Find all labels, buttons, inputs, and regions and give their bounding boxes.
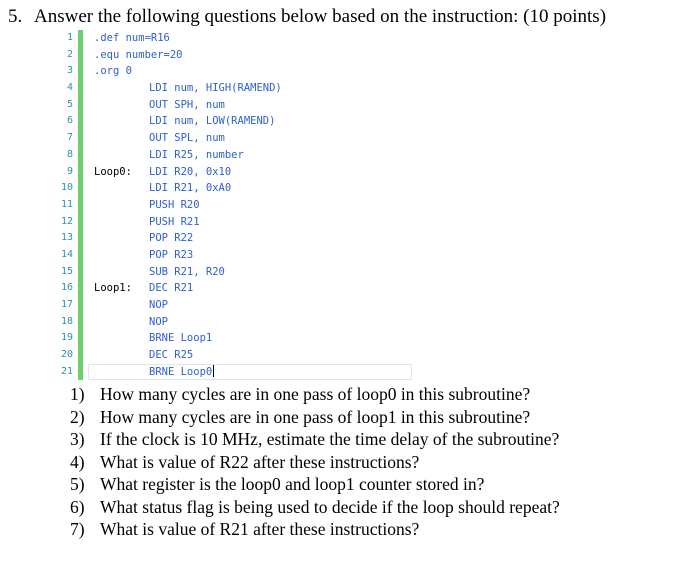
question-item: [70, 428, 560, 451]
instruction-text: OUT SPL, num: [149, 132, 225, 145]
question-text: What is value of R21 after these instructions?: [100, 519, 420, 539]
code-line: [58, 47, 412, 64]
change-marker: [78, 80, 83, 97]
question-item: [70, 406, 560, 429]
question-item: [70, 473, 560, 496]
code-line: [58, 314, 412, 331]
question-text: How many cycles are in one pass of loop1 in this subroutine?: [100, 406, 531, 427]
code-label: Loop0:: [94, 165, 132, 178]
code-line: [58, 364, 412, 381]
instruction-text: PUSH R21: [149, 215, 200, 228]
text-cursor: [213, 365, 214, 377]
change-marker: [78, 30, 83, 47]
directive-text: .def num=R16: [94, 32, 170, 44]
change-marker: [78, 63, 83, 80]
code-line: [58, 280, 412, 297]
code-line: [58, 230, 412, 247]
instruction-text: POP R22: [149, 232, 194, 245]
line-number: 3: [66, 65, 73, 77]
code-label: Loop1:: [94, 282, 132, 295]
line-number: 8: [66, 148, 73, 160]
question-number: 2): [70, 406, 85, 427]
code-line: [58, 63, 412, 80]
instruction-text: BRNE Loop0: [149, 365, 213, 378]
problem-text: Answer the following questions below based on the instruction: (10 points): [34, 6, 607, 27]
line-number: 7: [66, 132, 73, 144]
code-line: [58, 164, 412, 181]
code-line: [58, 330, 412, 347]
line-number: 13: [60, 232, 73, 244]
code-line: [58, 180, 412, 197]
code-line: [58, 30, 412, 47]
line-number: 14: [60, 248, 73, 260]
line-number: 20: [60, 349, 73, 361]
question-number: 4): [70, 451, 85, 472]
code-line: [58, 130, 412, 147]
instruction-text: LDI R21, 0xA0: [149, 182, 232, 195]
change-marker: [78, 264, 83, 281]
question-number: 6): [70, 496, 85, 517]
code-line: [58, 247, 412, 264]
change-marker: [78, 113, 83, 130]
change-marker: [78, 197, 83, 214]
change-marker: [78, 280, 83, 297]
problem-number: 5.: [8, 6, 23, 27]
change-marker: [78, 347, 83, 364]
instruction-text: LDI R25, number: [149, 148, 244, 161]
change-marker: [78, 180, 83, 197]
line-number: 10: [60, 182, 73, 194]
current-line-highlight: [88, 364, 412, 381]
problem-heading: [8, 6, 606, 28]
instruction-text: BRNE Loop1: [149, 332, 213, 345]
change-marker: [78, 330, 83, 347]
line-number: 6: [66, 115, 73, 127]
code-line: [58, 97, 412, 114]
line-number: 17: [60, 299, 73, 310]
line-number: 4: [66, 82, 73, 94]
instruction-text: NOP: [149, 299, 168, 311]
line-number: 15: [60, 265, 73, 277]
instruction-text: DEC R25: [149, 349, 194, 362]
line-number: 18: [60, 315, 73, 327]
code-line: [58, 264, 412, 281]
instruction-text: LDI R20, 0x10: [149, 165, 232, 178]
line-number: 21: [60, 365, 73, 377]
instruction-text: POP R23: [149, 248, 194, 261]
line-number: 9: [66, 165, 73, 177]
code-line: [58, 197, 412, 214]
line-number: 11: [60, 198, 73, 210]
instruction-text: LDI num, HIGH(RAMEND): [149, 82, 282, 95]
question-number: 7): [70, 519, 85, 539]
change-marker: [78, 297, 83, 314]
code-line: [58, 147, 412, 164]
line-number: 1: [66, 32, 73, 43]
directive-text: .equ number=20: [94, 48, 183, 61]
question-number: 1): [70, 384, 85, 404]
change-marker: [78, 130, 83, 147]
change-marker: [78, 47, 83, 64]
question-number: 3): [70, 429, 85, 449]
instruction-text: OUT SPH, num: [149, 98, 225, 111]
instruction-text: NOP: [149, 315, 168, 328]
change-marker: [78, 147, 83, 164]
question-item: [70, 383, 560, 406]
instruction-text: DEC R21: [149, 282, 194, 295]
line-number: 16: [60, 282, 73, 294]
instruction-text: SUB R21, R20: [149, 265, 225, 278]
code-listing: [58, 30, 412, 380]
line-number: 12: [60, 215, 73, 227]
question-text: How many cycles are in one pass of loop0 in this subroutine?: [100, 384, 531, 404]
line-number: 19: [60, 332, 73, 344]
change-marker: [78, 164, 83, 181]
instruction-text: LDI num, LOW(RAMEND): [149, 115, 276, 128]
change-marker: [78, 314, 83, 331]
question-item: [70, 451, 560, 474]
directive-text: .org 0: [94, 65, 132, 78]
question-list: [70, 383, 560, 541]
change-marker: [78, 364, 83, 381]
question-text: What status flag is being used to decide if the loop should repeat?: [100, 496, 560, 517]
question-text: What is value of R22 after these instructions?: [100, 451, 420, 472]
line-number: 5: [66, 98, 73, 110]
code-line: [58, 80, 412, 97]
code-line: [58, 214, 412, 231]
change-marker: [78, 230, 83, 247]
change-marker: [78, 97, 83, 114]
question-item: [70, 496, 560, 519]
code-line: [58, 347, 412, 364]
instruction-text: PUSH R20: [149, 198, 200, 211]
question-text: If the clock is 10 MHz, estimate the time delay of the subroutine?: [100, 429, 560, 449]
question-text: What register is the loop0 and loop1 counter stored in?: [100, 474, 485, 494]
question-number: 5): [70, 474, 85, 494]
change-marker: [78, 214, 83, 231]
line-number: 2: [66, 48, 73, 60]
code-line: [58, 113, 412, 130]
code-line: [58, 297, 412, 314]
change-marker: [78, 247, 83, 264]
question-item: [70, 518, 560, 541]
